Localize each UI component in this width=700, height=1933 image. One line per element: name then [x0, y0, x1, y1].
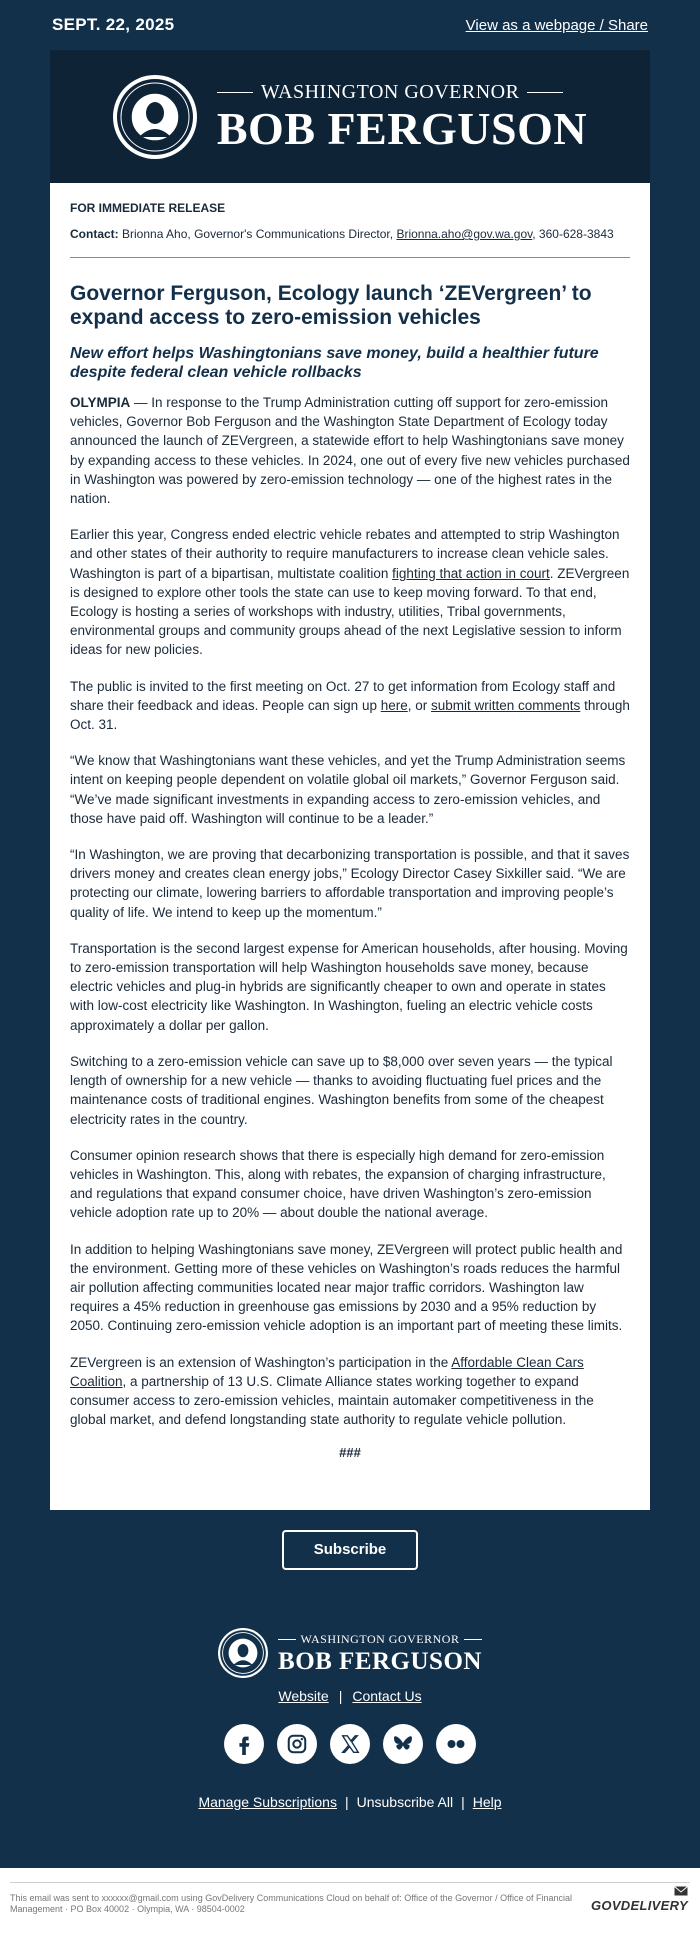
paragraph-5: “In Washington, we are proving that decarbonizing transportation is possible, and that it saves drivers money and creates clean energy jobs,” Ecology Director Casey Sixkiller said. “We are protecting our climate, lowering barriers to affordable transportation and improving people’s quality of life. We intend to keep up the momentum.” [70, 847, 630, 920]
unsubscribe-all-link[interactable]: Unsubscribe All [356, 1794, 454, 1810]
affordable-clean-cars-link[interactable]: Affordable Clean Cars Coalition [70, 1354, 584, 1389]
x-icon[interactable] [330, 1724, 370, 1764]
contact-label: Contact: [70, 227, 119, 241]
help-link[interactable]: Help [472, 1794, 502, 1810]
view-as-webpage-link[interactable]: View as a webpage / Share [465, 16, 648, 34]
banner-title-line1: WASHINGTON GOVERNOR [260, 81, 520, 103]
subheadline: New effort helps Washingtonians save money, build a healthier future despite federal clean vehicle rollbacks [70, 345, 599, 381]
paragraph-2-text-b: . ZEVergreen is designed to explore other tools the state can use to keep moving forward. To that end, Ecology is hosting a series of workshops with industry, utilities, Tribal governments, environmental groups and community groups ahead of the next Legislative session to inform ideas for new policies. [70, 565, 630, 658]
paragraph-4: “We know that Washingtonians want these vehicles, and yet the Trump Administration seems intent on keeping people dependent on volatile global oil markets,” Governor Ferguson said. “We’ve made significant investments in expanding access to zero-emission vehicles, and those have paid off. Washington will continue to be a leader.” [70, 753, 626, 826]
bluesky-icon[interactable] [383, 1724, 423, 1764]
governor-name-logo [217, 81, 587, 152]
paragraph-6: Transportation is the second largest expense for American households, after housing. Moving to zero-emission transportation will help Washington households save money, because electric vehicles and plug-in hybrids are significantly cheaper to own and operate in states with low-cost electricity like Washington. In Washington, fueling an electric vehicle costs approximately a dollar per gallon. [70, 940, 628, 1033]
facebook-icon[interactable] [224, 1724, 264, 1764]
release-date: SEPT. 22, 2025 [52, 15, 175, 34]
paragraph-2-text-a: Earlier this year, Congress ended electric vehicle rebates and attempted to strip Washington and other states of their authority to require manufacturers to increase clean vehicle sales. Washington is part of a bipartisan, multistate coalition [70, 527, 620, 581]
paragraph-2 [70, 525, 630, 659]
contact-us-link[interactable]: Contact Us [352, 1688, 422, 1704]
paragraph-3-text-a: The public is invited to the first meeting on Oct. 27 to get information from Ecology staff and share their feedback and ideas. People can sign up [70, 678, 616, 713]
footer-governor-name [278, 1632, 483, 1674]
footer-links [0, 1688, 700, 1704]
paragraph-3-text-b: , or [407, 697, 432, 713]
separator: | [461, 1794, 465, 1810]
govdelivery-mail-icon [674, 1886, 688, 1896]
headline: Governor Ferguson, Ecology launch ‘ZEVergreen’ to expand access to zero-emission vehicles [70, 282, 592, 329]
end-mark: ### [339, 1445, 361, 1461]
paragraph-1 [70, 393, 630, 508]
dateline: OLYMPIA [70, 395, 131, 410]
subscribe-button[interactable]: Subscribe [282, 1530, 418, 1570]
paragraph-10 [70, 1353, 630, 1430]
footer-title-line1: WASHINGTON GOVERNOR [300, 1632, 460, 1646]
separator: | [344, 1794, 349, 1810]
banner-title-line2: BOB FERGUSON [216, 103, 588, 154]
paragraph-8: Consumer opinion research shows that there is especially high demand for zero-emission vehicles in Washington. This, along with rebates, the expansion of charging infrastructure, and regulations that expand consumer choice, have driven Washington’s zero-emission vehicle adoption rate up to 20% — about double the national average. [70, 1147, 606, 1221]
govdelivery-logo[interactable]: GOVDELIVERY [591, 1898, 688, 1913]
legal-divider [10, 1882, 690, 1883]
footer-title-line2: BOB FERGUSON [278, 1648, 482, 1675]
contact-phone: , 360-628-3843 [532, 227, 614, 241]
paragraph-7: Switching to a zero-emission vehicle can save up to $8,000 over seven years — the typical length of ownership for a new vehicle — thanks to avoiding fluctuating fuel prices and the maintenance costs of traditional engines. Washington benefits from some of the cheapest electricity rates in the country. [70, 1053, 613, 1127]
contact-email-link[interactable]: Brionna.aho@gov.wa.gov [396, 227, 533, 241]
instagram-icon[interactable] [277, 1724, 317, 1764]
paragraph-10-text-b: , a partnership of 13 U.S. Climate Alliance states working together to expand consumer access to zero-emission vehicles, maintain automaker competitiveness in the global market, and defend longstanding state authority to regulate vehicle pollution. [70, 1373, 594, 1428]
subscription-links [0, 1794, 700, 1810]
legal-footer [0, 1868, 700, 1933]
fighting-in-court-link[interactable]: fighting that action in court [392, 565, 550, 581]
paragraph-1-text: — In response to the Trump Administration cutting off support for zero-emission vehicles, Governor Bob Ferguson and the Washington State Department of Ecology today announced the launch of ZEVergreen, a statewide effort to help Washingtonians save money by expanding access to these vehicles. In 2024, one out of every five new vehicles purchased in Washington was powered by zero-emission technology — one of the highest rates in the nation. [70, 395, 630, 507]
footer-seal-icon [218, 1628, 268, 1678]
divider [70, 257, 630, 258]
footer-logo [0, 1628, 700, 1678]
legal-note: This email was sent to xxxxxx@gmail.com using GovDelivery Communications Cloud on behalf of: Office of the Governor / Office of Financial Management · PO Box 40002 · Olympia, WA · 98504-0002 [10, 1893, 573, 1914]
state-seal-icon [113, 75, 197, 159]
social-links [0, 1724, 700, 1764]
release-label: FOR IMMEDIATE RELEASE [70, 201, 226, 215]
website-link[interactable]: Website [278, 1688, 329, 1704]
subscribe-section [0, 1530, 700, 1570]
press-release-body [50, 183, 650, 1510]
paragraph-3-text-c: through Oct. 31. [70, 697, 630, 733]
governor-banner [50, 50, 650, 183]
separator: | [338, 1688, 343, 1704]
flickr-icon[interactable] [436, 1724, 476, 1764]
manage-subscriptions-link[interactable]: Manage Subscriptions [198, 1794, 337, 1810]
paragraph-3 [70, 677, 630, 735]
top-bar [0, 0, 700, 50]
paragraph-10-text-a: ZEVergreen is an extension of Washington’s participation in the [70, 1354, 452, 1370]
contact-line [70, 227, 630, 241]
contact-text: Brionna Aho, Governor's Communications Director, [122, 227, 394, 241]
paragraph-9: In addition to helping Washingtonians save money, ZEVergreen will protect public health and the environment. Getting more of these vehicles on Washington’s roads reduces the harmful air pollution affecting communities located near major traffic corridors. Washington law requires a 45% reduction in greenhouse gas emissions by 2030 and a 95% reduction by 2050. Continuing zero-emission vehicle adoption is an important part of meeting these limits. [70, 1241, 623, 1334]
sign-up-here-link[interactable]: here [380, 697, 408, 713]
submit-comments-link[interactable]: submit written comments [431, 697, 581, 713]
